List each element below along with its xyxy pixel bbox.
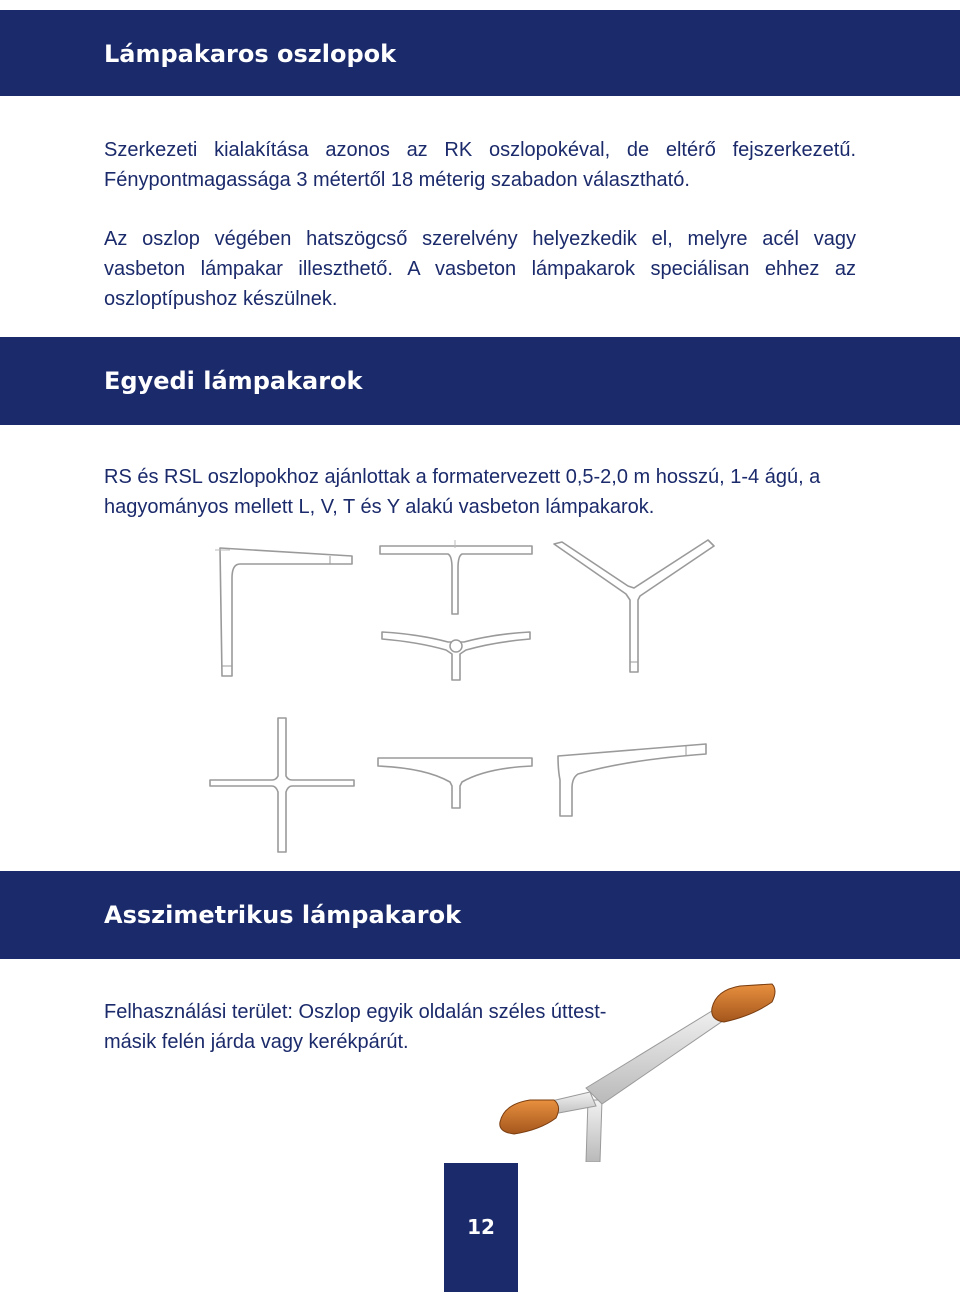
l-shaped-arm-drawing [210,538,360,683]
paragraph: Felhasználási terület: Oszlop egyik oldalán széles úttest-másik felén járda vagy kerékpárút. [104,1001,607,1053]
section-header-band [0,871,960,959]
section-title: Egyedi lámpakarok [104,367,363,395]
section-header-band [0,10,960,96]
y-shaped-arm-drawing [550,538,720,678]
luminaire-icon [712,984,775,1022]
luminaire-icon [500,1100,559,1134]
section-title: Asszimetrikus lámpakarok [104,901,462,929]
section-title: Lámpakaros oszlopok [104,40,397,68]
v-shaped-arm-drawing [376,752,536,812]
paragraph: Szerkezeti kialakítása azonos az RK oszlopokéval, de eltérő fejszerkezetű. Fénypontmagassága 3 métertől 18 méterig szabadon választható. [104,139,856,191]
page-number: 12 [444,1163,518,1292]
section-header-band [0,337,960,425]
double-arm-drawing [378,624,534,684]
curved-single-arm-drawing [556,740,712,820]
paragraph: RS és RSL oszlopokhoz ajánlottak a formatervezett 0,5-2,0 m hosszú, 1-4 ágú, a hagyományos mellett L, V, T és Y alakú vasbeton lámpakarok. [104,466,821,518]
paragraph: Az oszlop végében hatszögcső szerelvény helyezkedik el, melyre acél vagy vasbeton lámpakar illeszthető. A vasbeton lámpakarok speciálisan ehhez az oszloptípushoz készülnek. [104,228,856,310]
asymmetric-lamp-arm-image [490,980,800,1162]
cross-shaped-arm-drawing [208,716,358,856]
t-shaped-arm-drawing [378,538,534,618]
